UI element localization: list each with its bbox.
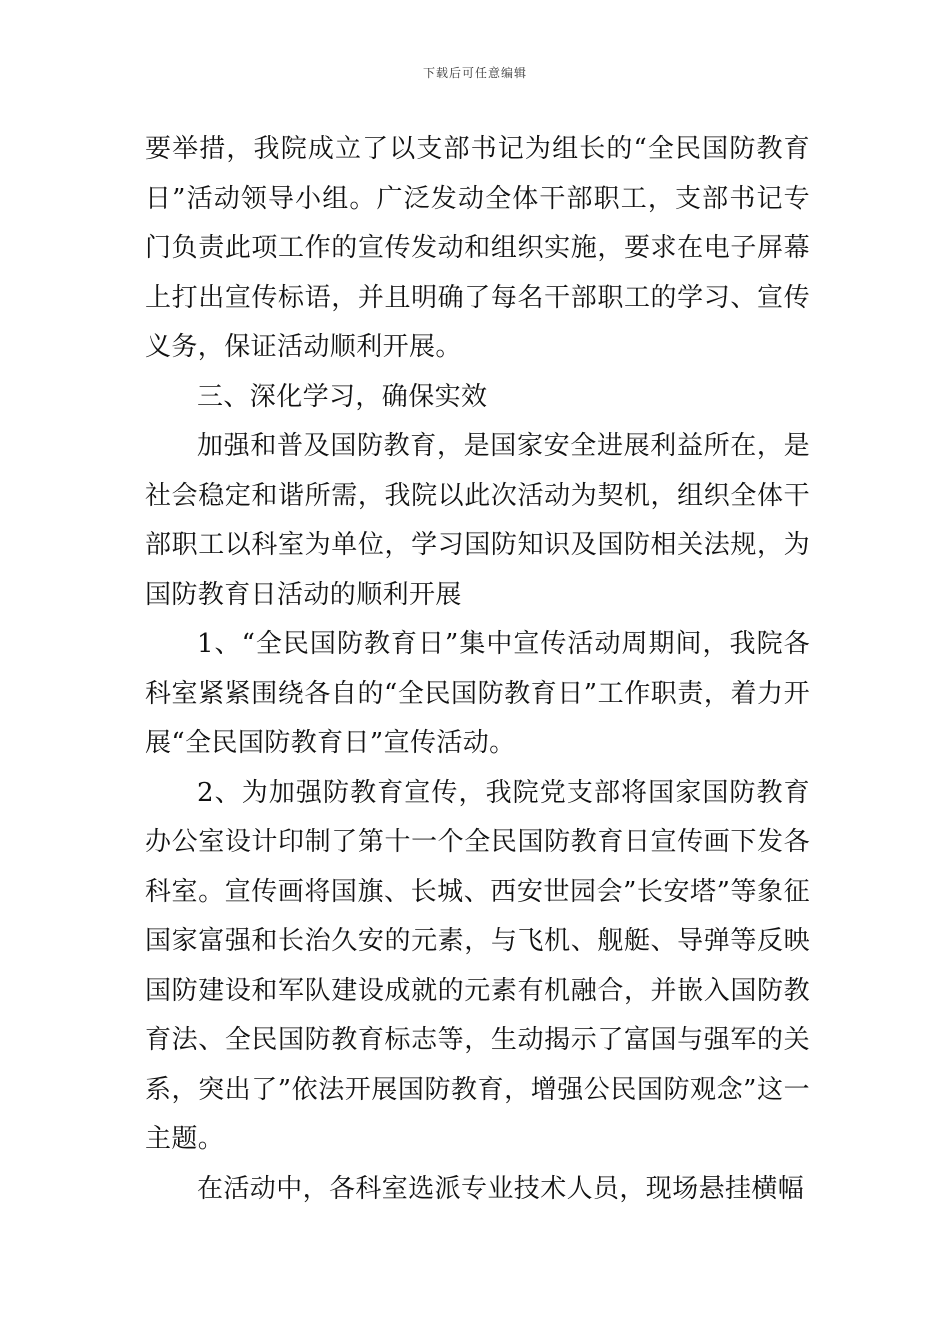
paragraph-3: 在活动中，各科室选派专业技术人员，现场悬挂横幅 <box>197 1173 805 1204</box>
paragraph-item-1: 1、“全民国防教育日”集中宣传活动周期间，我院各科室紧紧围绕各自的“全民国防教育日”工作职责，着力开展“全民国防教育日”宣传活动。 <box>145 629 810 758</box>
page-header-note: 下载后可任意编辑 <box>422 66 527 80</box>
document-body <box>145 125 810 1214</box>
paragraph-item-2: 2、为加强防教育宣传，我院党支部将国家国防教育办公室设计印制了第十一个全民国防教育日宣传画下发各科室。宣传画将国旗、长城、西安世园会”长安塔”等象征国家富强和长治久安的元素，与飞机、舰艇、导弹等反映国防建设和军队建设成就的元素有机融合，并嵌入国防教育法、全民国防教育标志等，生动揭示了富国与强军的关系，突出了”依法开展国防教育，增强公民国防观念”这一主题。 <box>145 777 810 1154</box>
section-heading-3: 三、深化学习，确保实效 <box>197 381 488 412</box>
paragraph-1: 要举措，我院成立了以支部书记为组长的“全民国防教育日”活动领导小组。广泛发动全体干部职工，支部书记专门负责此项工作的宣传发动和组织实施，要求在电子屏幕上打出宣传标语，并且明确了每名干部职工的学习、宣传义务，保证活动顺利开展。 <box>145 134 810 362</box>
paragraph-2: 加强和普及国防教育，是国家安全进展利益所在，是社会稳定和谐所需，我院以此次活动为契机，组织全体干部职工以科室为单位，学习国防知识及国防相关法规，为国防教育日活动的顺利开展 <box>145 431 810 610</box>
